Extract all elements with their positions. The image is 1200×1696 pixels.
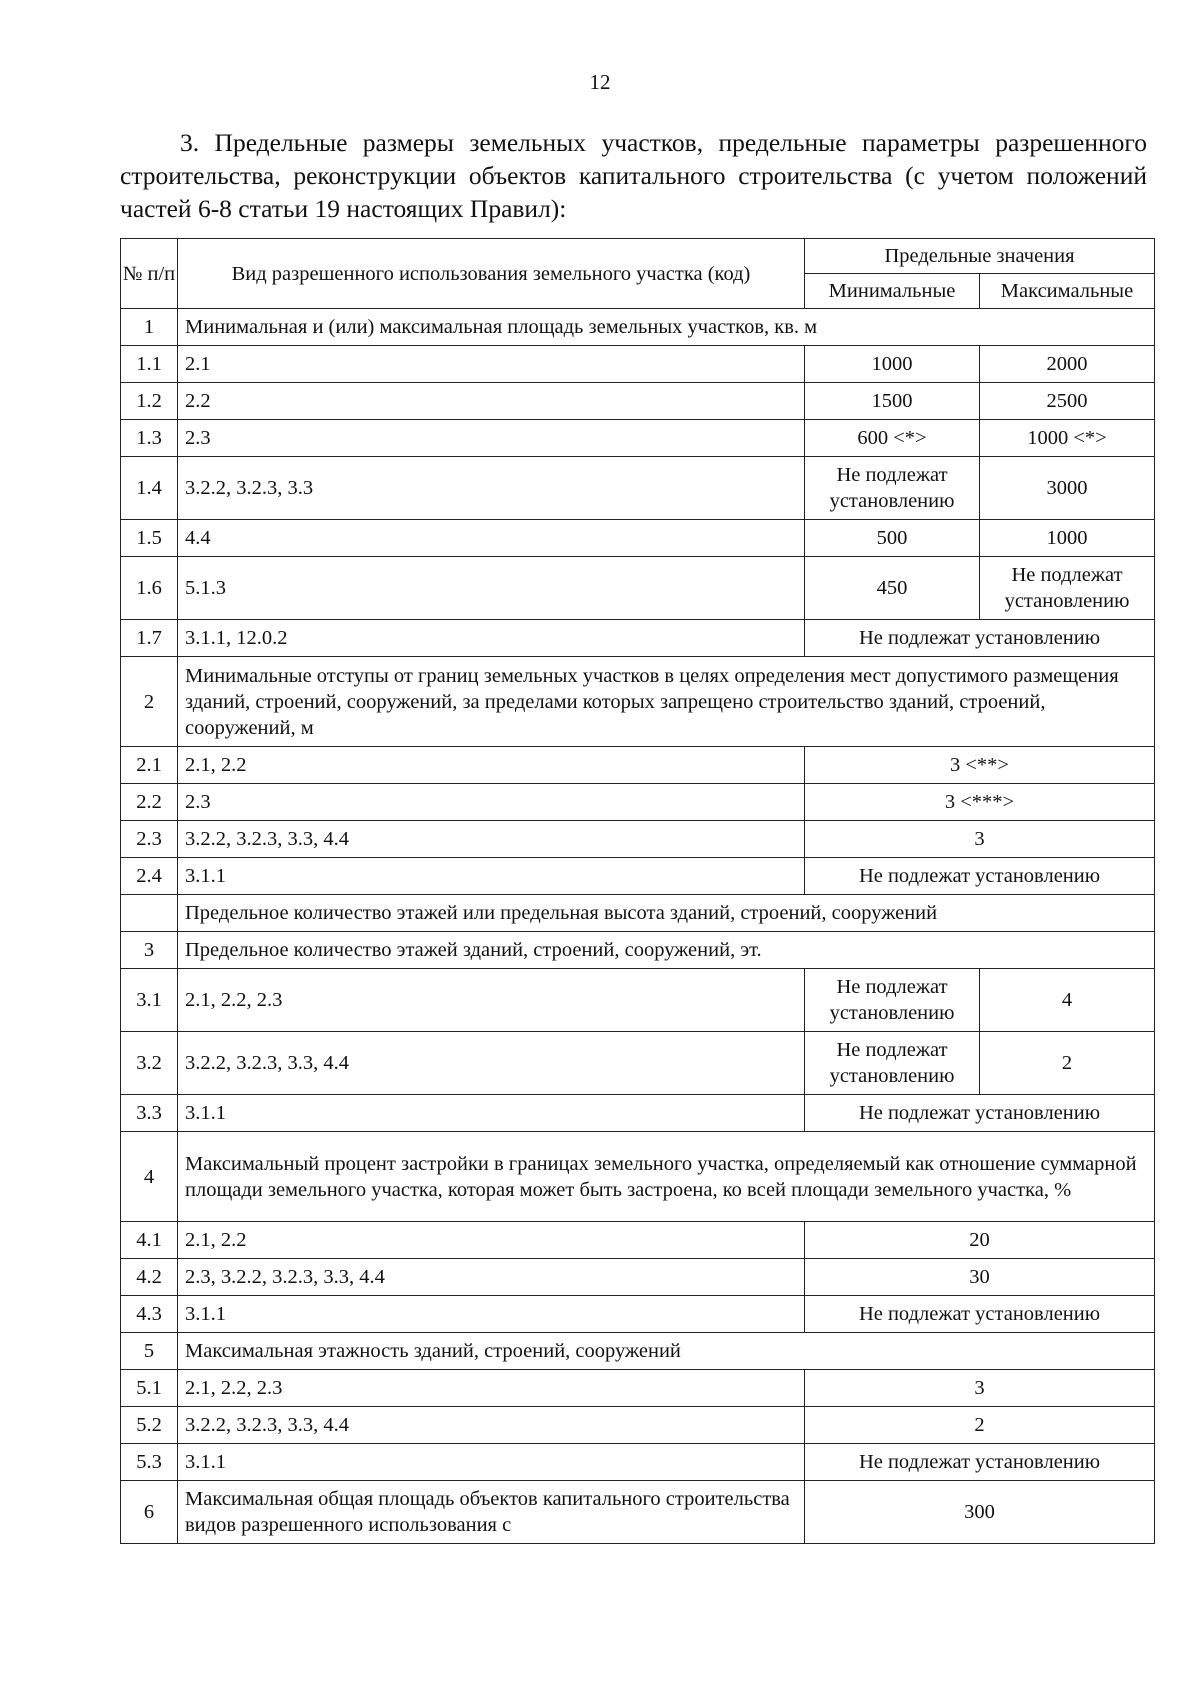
- row-number: 2: [121, 657, 178, 747]
- row-number: 5.3: [121, 1444, 178, 1481]
- use-code: 3.1.1: [178, 1095, 805, 1132]
- row-number: 1: [121, 309, 178, 346]
- use-code: 3.2.2, 3.2.3, 3.3, 4.4: [178, 1032, 805, 1095]
- row-number: 4: [121, 1132, 178, 1222]
- use-code: 2.1, 2.2: [178, 1222, 805, 1259]
- page-number: 12: [589, 70, 611, 94]
- min-value: 1000: [805, 346, 980, 383]
- table-row: [121, 1132, 1155, 1222]
- min-value: 450: [805, 557, 980, 620]
- row-number: 3.2: [121, 1032, 178, 1095]
- header-max: Максимальные: [980, 274, 1155, 309]
- min-value: Не подлежат установлению: [805, 969, 980, 1032]
- use-code: 2.3: [178, 420, 805, 457]
- row-number: 4.1: [121, 1222, 178, 1259]
- table-row: [121, 457, 1155, 520]
- table-row: [121, 520, 1155, 557]
- row-number: 5: [121, 1333, 178, 1370]
- use-code: 2.3, 3.2.2, 3.2.3, 3.3, 4.4: [178, 1259, 805, 1296]
- limit-value: Не подлежат установлению: [805, 1296, 1155, 1333]
- intro-text: 3. Предельные размеры земельных участков, предельные параметры разрешенного строительства, реконструкции объектов капитального строительства (с учетом положений частей 6-8 статьи 19 настоящих Правил):: [120, 128, 1147, 223]
- table-row: [121, 858, 1155, 895]
- limit-value: 3 <**>: [805, 747, 1155, 784]
- limit-value: Не подлежат установлению: [805, 858, 1155, 895]
- table-row: [121, 747, 1155, 784]
- use-code: 2.1, 2.2, 2.3: [178, 1370, 805, 1407]
- use-code: 3.1.1: [178, 1296, 805, 1333]
- header-min: Минимальные: [805, 274, 980, 309]
- row-number: 3: [121, 932, 178, 969]
- use-code: 2.2: [178, 383, 805, 420]
- table-row: [121, 383, 1155, 420]
- row-number: 1.7: [121, 620, 178, 657]
- section-title: Минимальная и (или) максимальная площадь земельных участков, кв. м: [178, 309, 1155, 346]
- max-value: 2: [980, 1032, 1155, 1095]
- row-number: 3.3: [121, 1095, 178, 1132]
- table-row: [121, 1481, 1155, 1544]
- min-value: Не подлежат установлению: [805, 457, 980, 520]
- table-row: [121, 309, 1155, 346]
- table-row: [121, 1370, 1155, 1407]
- table-row: [121, 821, 1155, 858]
- use-code: 3.2.2, 3.2.3, 3.3, 4.4: [178, 1407, 805, 1444]
- limit-value: 3: [805, 1370, 1155, 1407]
- max-value: 1000 <*>: [980, 420, 1155, 457]
- limit-value: 3: [805, 821, 1155, 858]
- max-value: 3000: [980, 457, 1155, 520]
- use-code: 3.1.1, 12.0.2: [178, 620, 805, 657]
- limit-value: 3 <***>: [805, 784, 1155, 821]
- row-number: 2.1: [121, 747, 178, 784]
- row-number: 2.4: [121, 858, 178, 895]
- table-row: [121, 420, 1155, 457]
- row-number: 1.3: [121, 420, 178, 457]
- table-row: [121, 1222, 1155, 1259]
- use-code: 3.1.1: [178, 858, 805, 895]
- header-use-kind: Вид разрешенного использования земельного участка (код): [178, 239, 805, 309]
- limits-table: [120, 238, 1155, 1544]
- limit-value: Не подлежат установлению: [805, 1444, 1155, 1481]
- section-title: Максимальный процент застройки в границах земельного участка, определяемый как отношение суммарной площади земельного участка, которая может быть застроена, ко всей площади земельного участка, %: [178, 1132, 1155, 1222]
- row-number: 1.5: [121, 520, 178, 557]
- table-row: [121, 1333, 1155, 1370]
- max-value: Не подлежат установлению: [980, 557, 1155, 620]
- section-title: Минимальные отступы от границ земельных участков в целях определения мест допустимого размещения зданий, строений, сооружений, за пределами которых запрещено строительство зданий, строений, сооружений, м: [178, 657, 1155, 747]
- table-row: [121, 346, 1155, 383]
- row-number: 2.2: [121, 784, 178, 821]
- min-value: 1500: [805, 383, 980, 420]
- row-number: 4.3: [121, 1296, 178, 1333]
- max-value: 2500: [980, 383, 1155, 420]
- limit-value: 20: [805, 1222, 1155, 1259]
- section-title: Максимальная этажность зданий, строений, сооружений: [178, 1333, 1155, 1370]
- use-code: 3.2.2, 3.2.3, 3.3, 4.4: [178, 821, 805, 858]
- row-number: 2.3: [121, 821, 178, 858]
- table-row: [121, 1032, 1155, 1095]
- min-value: 500: [805, 520, 980, 557]
- table-row: [121, 895, 1155, 932]
- section-title: Предельное количество этажей или предельная высота зданий, строений, сооружений: [178, 895, 1155, 932]
- row-number: 5.2: [121, 1407, 178, 1444]
- section-title: Предельное количество этажей зданий, строений, сооружений, эт.: [178, 932, 1155, 969]
- row-number: 1.1: [121, 346, 178, 383]
- use-code: 2.1: [178, 346, 805, 383]
- table-row: [121, 969, 1155, 1032]
- intro-paragraph: [120, 126, 1147, 225]
- table-row: [121, 1296, 1155, 1333]
- header-num: № п/п: [121, 239, 178, 309]
- limit-value: Не подлежат установлению: [805, 1095, 1155, 1132]
- row-number: 6: [121, 1481, 178, 1544]
- min-value: 600 <*>: [805, 420, 980, 457]
- row-number: 1.2: [121, 383, 178, 420]
- table-row: [121, 1095, 1155, 1132]
- use-code: 2.1, 2.2, 2.3: [178, 969, 805, 1032]
- table-row: [121, 1407, 1155, 1444]
- use-code: 3.1.1: [178, 1444, 805, 1481]
- max-value: 2000: [980, 346, 1155, 383]
- use-code: Максимальная общая площадь объектов капитального строительства видов разрешенного использования с: [178, 1481, 805, 1544]
- max-value: 1000: [980, 520, 1155, 557]
- table-row: [121, 657, 1155, 747]
- row-number: 4.2: [121, 1259, 178, 1296]
- table-row: [121, 1259, 1155, 1296]
- row-number: 1.4: [121, 457, 178, 520]
- table-row: [121, 1444, 1155, 1481]
- table-row: [121, 784, 1155, 821]
- limit-value: Не подлежат установлению: [805, 620, 1155, 657]
- limit-value: 30: [805, 1259, 1155, 1296]
- header-limits: Предельные значения: [805, 239, 1155, 274]
- row-number: 1.6: [121, 557, 178, 620]
- table-row: [121, 620, 1155, 657]
- row-number: 5.1: [121, 1370, 178, 1407]
- table-row: [121, 557, 1155, 620]
- table-body: [121, 309, 1155, 1544]
- limit-value: 2: [805, 1407, 1155, 1444]
- row-number: [121, 895, 178, 932]
- min-value: Не подлежат установлению: [805, 1032, 980, 1095]
- max-value: 4: [980, 969, 1155, 1032]
- table-row: [121, 932, 1155, 969]
- use-code: 4.4: [178, 520, 805, 557]
- row-number: 3.1: [121, 969, 178, 1032]
- limit-value: 300: [805, 1481, 1155, 1544]
- use-code: 2.3: [178, 784, 805, 821]
- use-code: 2.1, 2.2: [178, 747, 805, 784]
- use-code: 3.2.2, 3.2.3, 3.3: [178, 457, 805, 520]
- use-code: 5.1.3: [178, 557, 805, 620]
